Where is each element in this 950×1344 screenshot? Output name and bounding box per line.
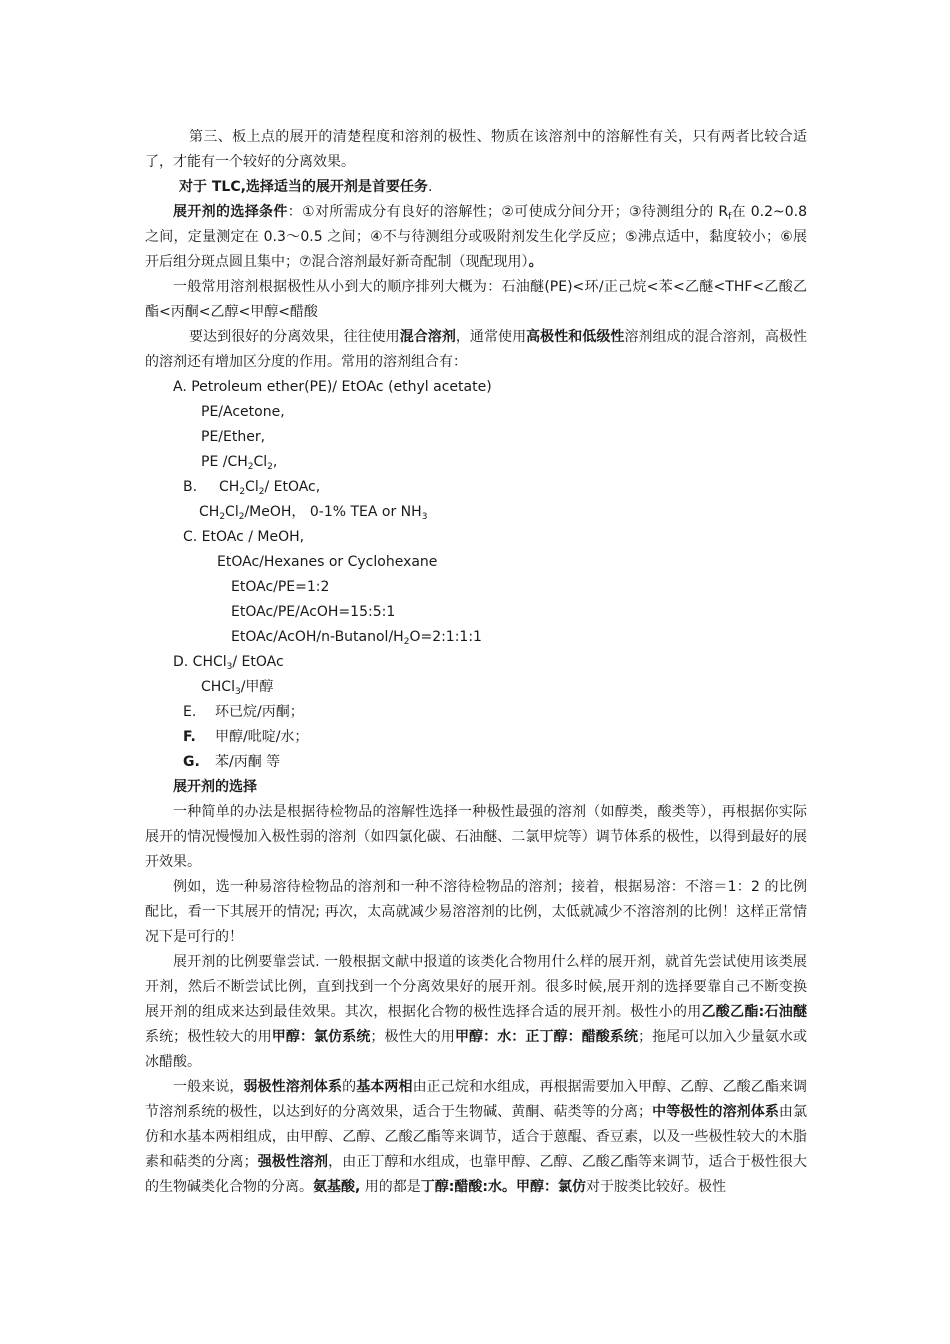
paragraph-polarity-order: 一般常用溶剂根据极性从小到大的顺序排列大概为：石油醚(PE)<环/正己烷<苯<乙醚<THF<乙酸乙酯<丙酮<乙醇<甲醇<醋酸 xyxy=(145,279,807,320)
mixed-solvent-term: 混合溶剂 xyxy=(399,329,456,345)
list-item: EtOAc/Hexanes or Cyclohexane xyxy=(217,554,438,570)
paragraph-plate-clarity: 第三、板上点的展开的清楚程度和溶剂的极性、物质在该溶剂中的溶解性有关，只有两者比较合适了，才能有一个较好的分离效果。 xyxy=(145,129,807,170)
list-item: CHCl$_3$/甲醇 xyxy=(201,679,274,697)
list-item: EtOAc/PE=1:2 xyxy=(231,579,330,595)
paragraph-mixed-solvents: 要达到很好的分离效果，往往使用混合溶剂，通常使用高极性和低级性溶剂组成的混合溶剂，高极性的溶剂还有增加区分度的作用。常用的溶剂组合有： xyxy=(145,329,808,370)
solvent-combination-list xyxy=(145,375,807,775)
selection-conditions-heading: 展开剂的选择条件 xyxy=(173,204,288,220)
paragraph-example: 例如，选一种易溶待检物品的溶剂和一种不溶待检物品的溶剂；接着，根据易溶：不溶＝1：2 的比例配比，看一下其展开的情况; 再次，太高就减少易溶溶剂的比例，太低就减少不溶溶剂的比例！这样正常情况下是可行的！ xyxy=(145,879,807,945)
list-item: D. CHCl$_3$/ EtOAc xyxy=(173,654,284,672)
list-item: B. $CH_2Cl_2/$ EtOAc, xyxy=(183,479,321,497)
list-item: A. Petroleum ether(PE)/ EtOAc (ethyl acetate) xyxy=(173,379,492,395)
list-item: EtOAc/PE/AcOH=15:5:1 xyxy=(231,604,396,620)
list-item: $CH_2Cl_2$/MeOH， 0-1% TEA or $NH_3$ xyxy=(199,504,428,522)
list-item: C. EtOAc / MeOH, xyxy=(183,529,305,545)
list-item: PE/Ether, xyxy=(201,429,266,445)
list-item: E. 环已烷/丙酮； xyxy=(183,704,304,720)
list-item: F. 甲醇/吡啶/水； xyxy=(183,729,309,745)
list-item: EtOAc/$AcOH/n-Butanol/H_2O=2:1:1:1$ xyxy=(231,629,482,647)
list-item: PE/Acetone, xyxy=(201,404,285,420)
list-item: G. 苯/丙酮 等 xyxy=(183,754,281,770)
paragraph-ratio-trial: 展开剂的比例要靠尝试. 一般根据文献中报道的该类化合物用什么样的展开剂，就首先尝试使用该类展开剂，然后不断尝试比例，直到找到一个分离效果好的展开剂。很多时候,展开剂的选择要靠自己不断变换展开剂的组成来达到最佳效果。其次，根据化合物的极性选择合适的展开剂。极性小的用乙酸乙酯:石油醚系统；极性较大的用甲醇：氯仿系统；极性大的用甲醇：水：正丁醇：醋酸系统；拖尾可以加入少量氨水或冰醋酸。 xyxy=(145,954,808,1070)
paragraph-solvent-systems: 一般来说，弱极性溶剂体系的基本两相由正己烷和水组成，再根据需要加入甲醇、乙醇、乙酸乙酯来调节溶剂系统的极性，以达到好的分离效果，适合于生物碱、黄酮、萜类等的分离；中等极性的溶剂体系由氯仿和水基本两相组成，由甲醇、乙醇、乙酸乙酯等来调节，适合于蒽醌、香豆素，以及一些极性较大的木脂素和萜类的分离；强极性溶剂，由正丁醇和水组成，也靠甲醇、乙醇、乙酸乙酯等来调节，适合于极性很大的生物碱类化合物的分离。氨基酸, 用的都是丁醇:醋酸:水。甲醇：氯仿对于胺类比较好。极性 xyxy=(145,1079,808,1195)
list-item: PE $/CH_2Cl_2$, xyxy=(201,454,278,472)
section-heading-selection: 展开剂的选择 xyxy=(173,779,257,795)
paragraph-tlc-priority: 对于 TLC,选择适当的展开剂是首要任务. xyxy=(179,179,433,195)
paragraph-simple-method: 一种简单的办法是根据待检物品的溶解性选择一种极性最强的溶剂（如醇类，酸类等），再根据你实际展开的情况慢慢加入极性弱的溶剂（如四氯化碳、石油醚、二氯甲烷等）调节体系的极性，以得到最好的展开效果。 xyxy=(145,804,807,870)
polarity-term: 高极性和低级性 xyxy=(526,329,625,345)
paragraph-selection-conditions: 展开剂的选择条件：①对所需成分有良好的溶解性；②可使成分间分开；③待测组分的 $R_f$在 0.2~0.8 之间，定量测定在 0.3～0.5 之间；④不与待测组分或吸附剂发生化学反应；⑤沸点适中，黏度较小；⑥展开后组分斑点圆且集中；⑦混合溶剂最好新奇配制（现配现用）。 xyxy=(145,204,807,270)
tlc-priority-statement: 对于 TLC,选择适当的展开剂是首要任务 xyxy=(179,179,428,195)
